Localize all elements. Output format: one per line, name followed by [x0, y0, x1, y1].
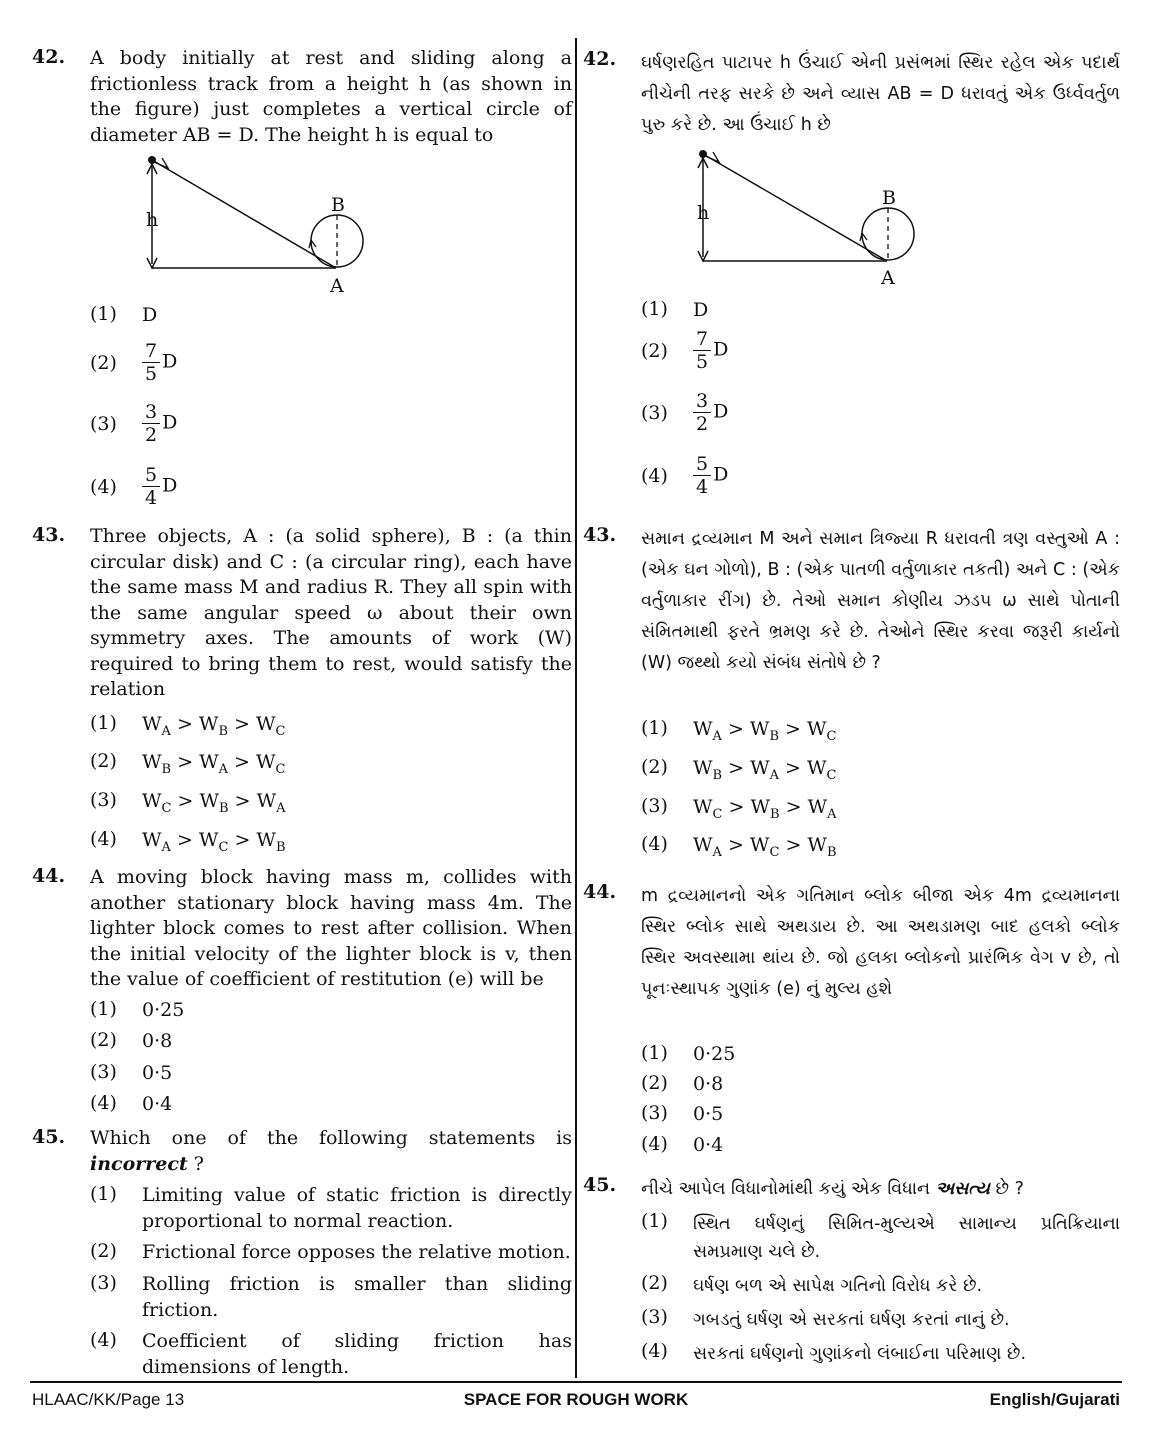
question-text: A moving block having mass m, collides with another stationary block having mass 4m. The lighter block comes to rest after collision. When the initial velocity of the lighter block is v, then the value of coefficient of restitution (e) will be: [90, 866, 572, 990]
question-text: ઘર્ષણરહિત પાટાપર h ઉંચાઈ એની પ્રસંભમાં સ્થિર રહેલ એક પદાર્થ નીચેની તરફ સરકે છે અને વ્યાસ AB = D ધરાવતું એક ઉર્ધ્વવર્તુળ પુરુ કરે છે. આ ઉંચાઈ h છે: [641, 53, 1120, 135]
question-44-english: [32, 865, 572, 993]
question-text: નીચે આપેલ વિધાનોમાંથી કયું એક વિધાન અસત્ય છે ?: [641, 1179, 1024, 1199]
track-loop-figure: [697, 148, 927, 298]
fraction: $\frac{5}{4}$: [693, 453, 711, 498]
fraction: $\frac{3}{2}$: [142, 401, 160, 446]
question-text: સમાન દ્રવ્યમાન M અને સમાન ત્રિજ્યા R ધરાવતી ત્રણ વસ્તુઓ A : (એક ઘન ગોળો), B : (એક પાતળી વર્તુળાકાર તકતી) અને C : (એક વર્તુળાકાર રીંગ) છે. તેઓ સમાન કોણીય ઝડપ ω સાથે પોતાની સંમિતમાથી ફરતે ભ્રમણ કરે છે. તેઓને સ્થિર કરવા જરૂરી કાર્યનો (W) જથ્થો કયો સંબંધ સંતોષે છે ?: [641, 529, 1120, 673]
figure-label-h: h: [697, 202, 710, 224]
question-number: 42.: [32, 46, 66, 68]
column-divider: [575, 38, 577, 1378]
question-text: m દ્રવ્યમાનનો એક ગતિમાન બ્લોક બીજા એક 4m દ્રવ્યમાનના સ્થિર બ્લોક સાથે અથડાય છે. આ અથડામણ બાદ હલકો બ્લોક સ્થિર અવસ્થામા થાંય છે. જો હલકા બ્લોકનો પ્રારંભિક વેગ v છે, તો પૂનઃસ્થાપક ગુણાંક (e) નું મુલ્ય હશે: [641, 886, 1120, 999]
question-text: Which one of the following statements is incorrect ?: [90, 1127, 572, 1175]
question-number: 45.: [583, 1174, 617, 1196]
rough-work-label: SPACE FOR ROUGH WORK: [463, 1390, 689, 1409]
fraction: $\frac{3}{2}$: [693, 390, 711, 435]
fraction: $\frac{7}{5}$: [693, 328, 711, 373]
question-text: Three objects, A : (a solid sphere), B : (a thin circular disk) and C : (a circular ring), each have the same mass M and radius R. They all spin with the same angular speed ω about their own symmetry axes. The amounts of work (W) required to bring them to rest, would satisfy the relation: [90, 525, 572, 700]
figure-label-a: A: [881, 267, 895, 289]
figure-label-h: h: [146, 209, 159, 231]
question-44-gujarati: [583, 881, 1120, 1005]
question-45-english: [32, 1126, 572, 1177]
question-43-english: [32, 524, 572, 703]
question-number: 43.: [32, 524, 66, 546]
figure-label-b: B: [331, 194, 345, 216]
question-text: A body initially at rest and sliding along a frictionless track from a height h (as shown in the figure) just completes a vertical circle of diameter AB = D. The height h is equal to: [90, 47, 572, 146]
fraction: $\frac{7}{5}$: [142, 340, 160, 385]
footer-rule: [30, 1381, 1122, 1383]
track-loop-figure: [144, 152, 374, 302]
question-number: 43.: [583, 524, 617, 546]
option-text: D: [142, 304, 158, 326]
option-number: (3): [90, 413, 117, 435]
question-number: 45.: [32, 1126, 66, 1148]
language-label: English/Gujarati: [989, 1390, 1120, 1409]
question-number: 42.: [583, 48, 617, 70]
option-number: (4): [90, 476, 117, 498]
figure-label-b: B: [882, 187, 896, 209]
question-number: 44.: [583, 881, 617, 903]
question-42-gujarati: [583, 48, 1120, 141]
option-number: (2): [90, 352, 117, 374]
question-number: 44.: [32, 865, 66, 887]
page-code: HLAAC/KK/Page 13: [32, 1390, 185, 1409]
page-footer: [30, 1390, 1122, 1420]
question-45-gujarati: [583, 1174, 1120, 1205]
figure-label-a: A: [330, 275, 344, 297]
question-43-gujarati: [583, 524, 1120, 679]
question-42-english: [32, 46, 572, 148]
fraction: $\frac{5}{4}$: [142, 464, 160, 509]
option-number: (1): [90, 303, 117, 325]
